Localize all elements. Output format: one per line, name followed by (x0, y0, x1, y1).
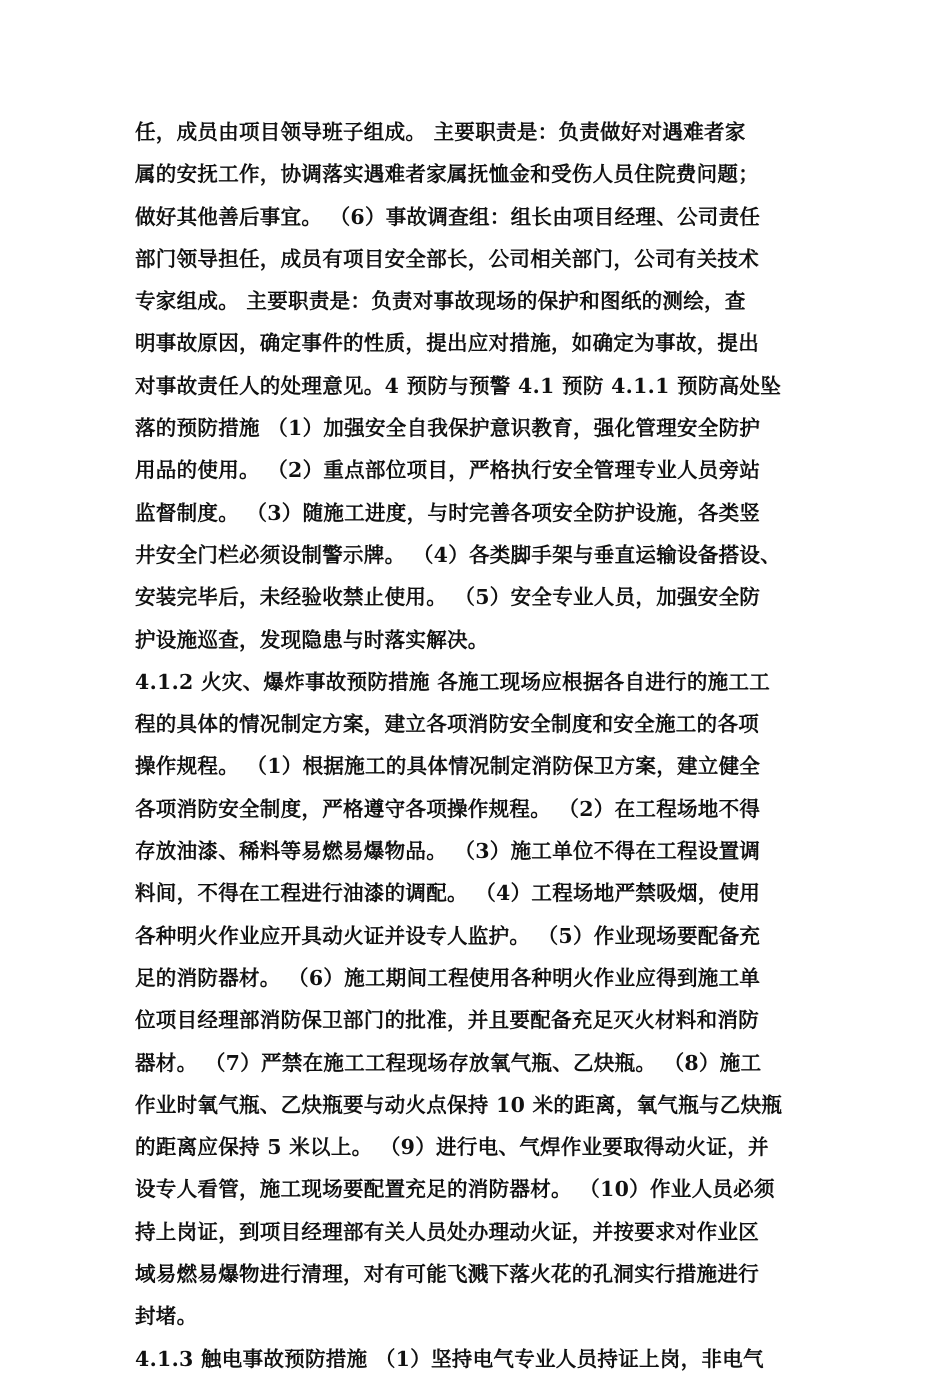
text-line: 对事故责任人的处理意见。4 预防与预警 4.1 预防 4.1.1 预防高处坠 (135, 373, 782, 398)
text-line: 存放油漆、稀料等易燃易爆物品。 （3）施工单位不得在工程设置调 (135, 839, 761, 864)
text-line: 专家组成。 主要职责是：负责对事故现场的保护和图纸的测绘，查 (135, 289, 746, 314)
text-line: 4.1.3 触电事故预防措施 （1）坚持电气专业人员持证上岗，非电气 (135, 1346, 764, 1371)
text-line: 封堵。 (135, 1304, 198, 1329)
text-line: 位项目经理部消防保卫部门的批准，并且要配备充足灭火材料和消防 (135, 1008, 759, 1033)
text-line: 设专人看管，施工现场要配置充足的消防器材。 （10）作业人员必须 (135, 1177, 775, 1202)
text-line: 的距离应保持 5 米以上。 （9）进行电、气焊作业要取得动火证，并 (135, 1135, 769, 1160)
text-line: 落的预防措施 （1）加强安全自我保护意识教育，强化管理安全防护 (135, 416, 761, 441)
text-line: 足的消防器材。 （6）施工期间工程使用各种明火作业应得到施工单 (135, 965, 761, 990)
text-line: 明事故原因，确定事件的性质，提出应对措施，如确定为事故，提出 (135, 331, 759, 356)
text-line: 安装完毕后，未经验收禁止使用。 （5）安全专业人员，加强安全防 (135, 585, 761, 610)
text-line: 做好其他善后事宜。 （6）事故调查组：组长由项目经理、公司责任 (135, 204, 761, 229)
text-line: 程的具体的情况制定方案，建立各项消防安全制度和安全施工的各项 (135, 712, 759, 737)
text-line: 护设施巡查，发现隐患与时落实解决。 (135, 627, 489, 652)
text-line: 各种明火作业应开具动火证并设专人监护。 （5）作业现场要配备充 (135, 923, 761, 948)
body-text (135, 111, 835, 1380)
text-line: 作业时氧气瓶、乙炔瓶要与动火点保持 10 米的距离，氧气瓶与乙炔瓶 (135, 1092, 783, 1117)
text-line: 操作规程。 （1）根据施工的具体情况制定消防保卫方案，建立健全 (135, 754, 761, 779)
text-line: 任，成员由项目领导班子组成。 主要职责是：负责做好对遇难者家 (135, 120, 746, 144)
text-line: 井安全门栏必须设制警示牌。 （4）各类脚手架与垂直运输设备搭设、 (135, 542, 781, 567)
text-line: 器材。 （7）严禁在施工工程现场存放氧气瓶、乙炔瓶。 （8）施工 (135, 1050, 762, 1075)
text-line: 持上岗证，到项目经理部有关人员处办理动火证，并按要求对作业区 (135, 1219, 759, 1244)
text-line: 域易燃易爆物进行清理，对有可能飞溅下落火花的孔洞实行措施进行 (135, 1262, 759, 1287)
text-line: 用品的使用。 （2）重点部位项目，严格执行安全管理专业人员旁站 (135, 458, 761, 483)
text-line: 料间，不得在工程进行油漆的调配。 （4）工程场地严禁吸烟，使用 (135, 881, 761, 906)
text-line: 监督制度。 （3）随施工进度，与时完善各项安全防护设施，各类竖 (135, 500, 761, 525)
text-line: 属的安抚工作，协调落实遇难者家属抚恤金和受伤人员住院费问题； (135, 162, 759, 187)
text-line: 部门领导担任，成员有项目安全部长，公司相关部门，公司有关技术 (135, 246, 759, 271)
text-line: 4.1.2 火灾、爆炸事故预防措施 各施工现场应根据各自进行的施工工 (135, 669, 771, 694)
text-line: 各项消防安全制度，严格遵守各项操作规程。 （2）在工程场地不得 (135, 796, 761, 821)
